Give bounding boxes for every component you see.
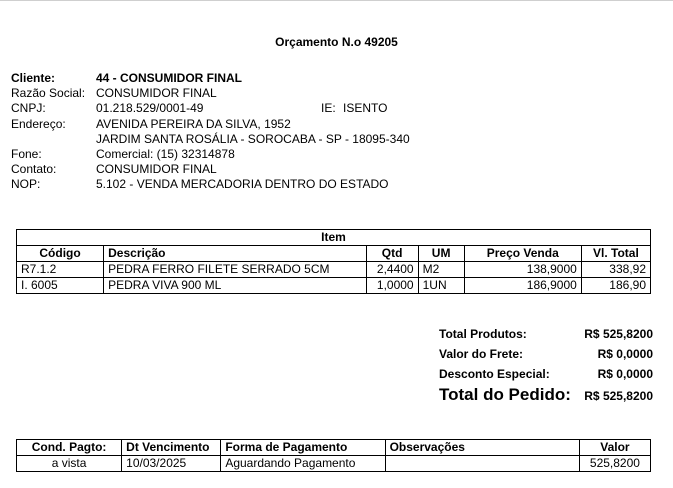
item-desc: PEDRA FERRO FILETE SERRADO 5CM (104, 262, 366, 278)
col-header-cond: Cond. Pagto: (17, 440, 122, 456)
total-pedido-label: Total do Pedido: (439, 385, 571, 404)
items-header-row (17, 246, 651, 262)
ie-value: ISENTO (343, 101, 388, 116)
desconto-value: R$ 0,0000 (597, 367, 653, 381)
totals-block (439, 327, 653, 415)
col-header-qtd: Qtd (366, 246, 418, 262)
total-produtos-row (439, 327, 653, 347)
fone-value: Comercial: (15) 32314878 (96, 146, 235, 161)
contato-value: CONSUMIDOR FINAL (96, 162, 217, 177)
pay-cond: a vista (17, 456, 122, 472)
razao-value: CONSUMIDOR FINAL (96, 86, 217, 101)
cnpj-number: 01.218.529/0001-49 (96, 101, 204, 116)
desconto-label: Desconto Especial: (439, 367, 550, 381)
document-title: Orçamento N.o 49205 (275, 35, 398, 49)
col-header-um: UM (418, 246, 464, 262)
total-produtos-value: R$ 525,8200 (584, 327, 653, 341)
pay-obs (385, 456, 579, 472)
item-um: 1UN (418, 278, 464, 294)
item-code: I. 6005 (17, 278, 104, 294)
cnpj-label: CNPJ: (11, 101, 46, 116)
endereco-line2: JARDIM SANTA ROSÁLIA - SOROCABA - SP - 18095-340 (96, 131, 410, 146)
col-header-venc: Dt Vencimento (122, 440, 221, 456)
page-top-border (0, 0, 673, 5)
valor-frete-label: Valor do Frete: (439, 347, 524, 361)
client-value: 44 - CONSUMIDOR FINAL (96, 71, 243, 85)
table-row (17, 278, 651, 294)
desconto-row (439, 367, 653, 387)
item-qtd: 2,4400 (366, 262, 418, 278)
items-section-title: Item (17, 230, 651, 246)
item-total: 338,92 (581, 262, 650, 278)
col-header-valor: Valor (579, 440, 650, 456)
fone-label: Fone: (11, 146, 42, 161)
item-um: M2 (418, 262, 464, 278)
pay-venc: 10/03/2025 (122, 456, 221, 472)
ie-label: IE: (321, 101, 336, 116)
pay-valor: 525,8200 (579, 456, 650, 472)
client-label: Cliente: (11, 71, 56, 85)
item-qtd: 1,0000 (366, 278, 418, 294)
nop-label: NOP: (11, 177, 41, 192)
item-code: R7.1.2 (17, 262, 104, 278)
valor-frete-row (439, 347, 653, 367)
razao-label: Razão Social: (11, 86, 86, 101)
table-row (17, 456, 651, 472)
total-pedido-value: R$ 525,8200 (584, 389, 653, 403)
contato-label: Contato: (11, 162, 57, 177)
payment-table (16, 439, 651, 472)
item-total: 186,90 (581, 278, 650, 294)
endereco-label: Endereço: (11, 116, 66, 131)
cnpj-value (96, 101, 388, 116)
endereco-line1: AVENIDA PEREIRA DA SILVA, 1952 (96, 116, 291, 131)
pay-forma: Aguardando Pagamento (221, 456, 385, 472)
payment-header-row (17, 440, 651, 456)
col-header-desc: Descrição (104, 246, 366, 262)
valor-frete-value: R$ 0,0000 (597, 347, 653, 361)
col-header-code: Código (17, 246, 104, 262)
table-row (17, 262, 651, 278)
nop-value: 5.102 - VENDA MERCADORIA DENTRO DO ESTADO (96, 177, 389, 192)
item-preco: 186,9000 (464, 278, 581, 294)
col-header-total: Vl. Total (581, 246, 650, 262)
col-header-obs: Observações (385, 440, 579, 456)
total-produtos-label: Total Produtos: (439, 327, 527, 341)
item-desc: PEDRA VIVA 900 ML (104, 278, 366, 294)
items-table (16, 229, 651, 294)
col-header-forma: Forma de Pagamento (221, 440, 385, 456)
item-preco: 138,9000 (464, 262, 581, 278)
col-header-preco: Preço Venda (464, 246, 581, 262)
total-pedido-row (439, 387, 653, 415)
